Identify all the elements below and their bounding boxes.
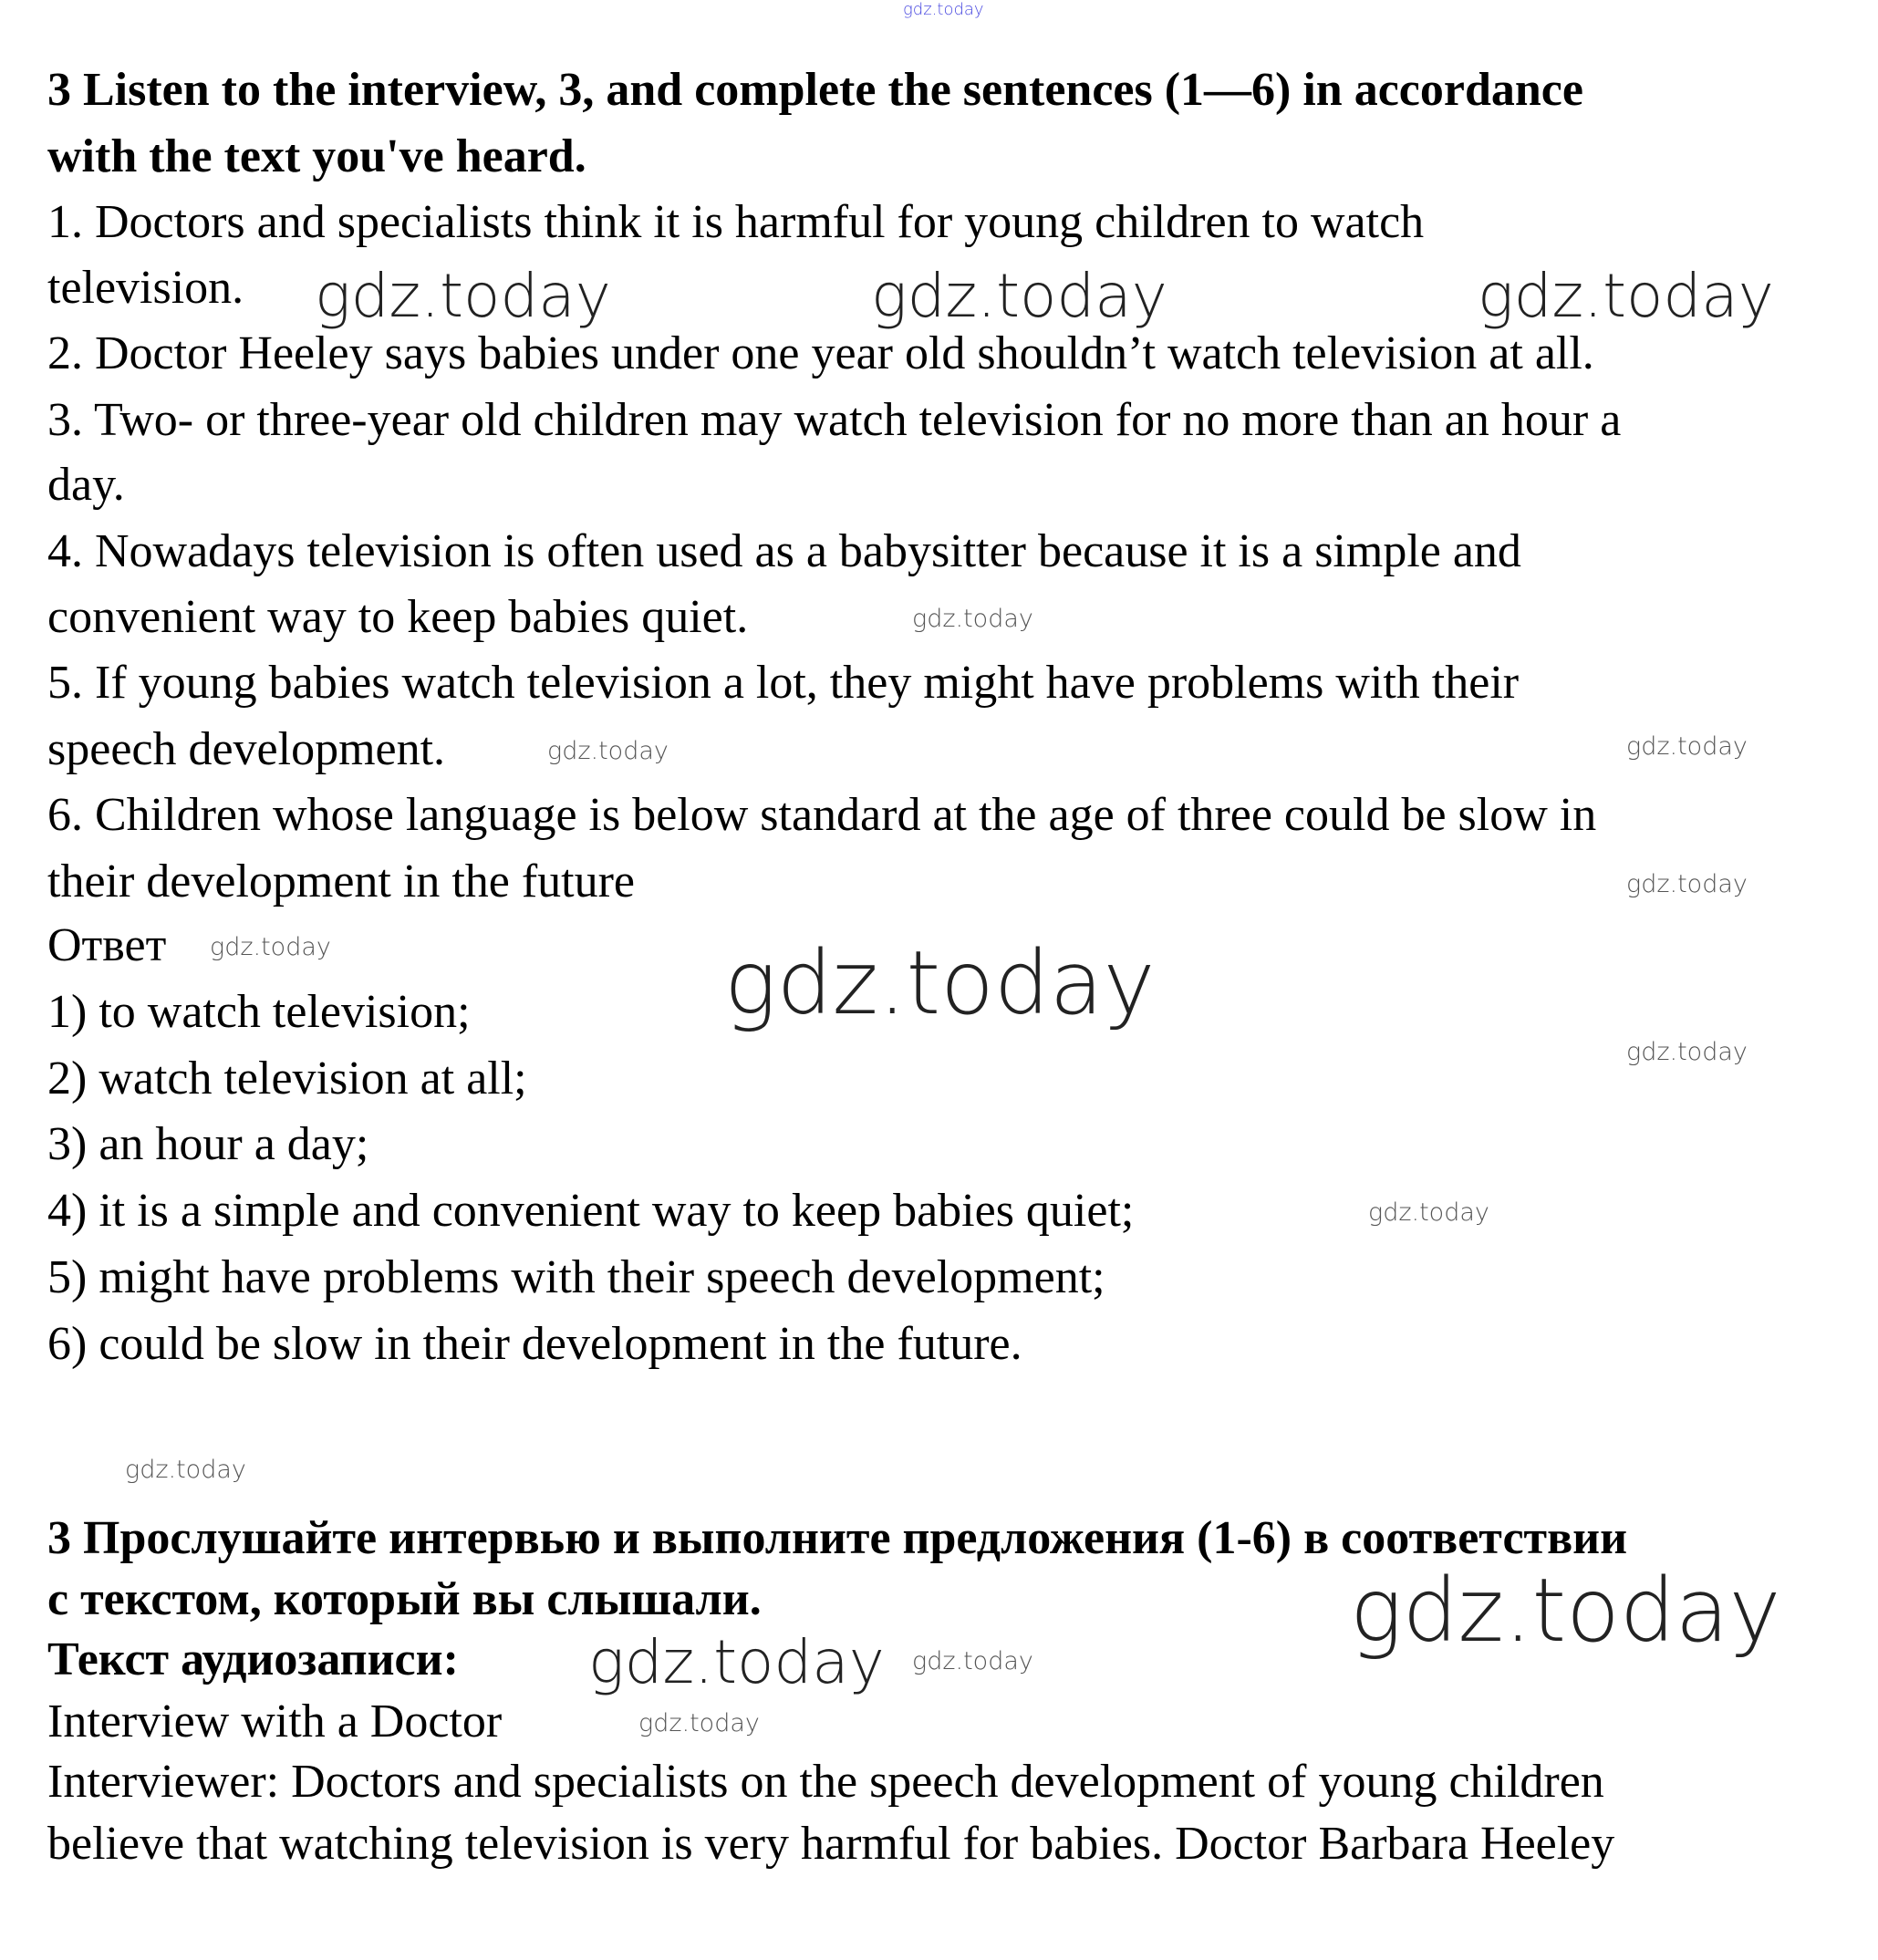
sentence-line: 2. Doctor Heeley says babies under one year old shouldn’t watch television at all. [47, 327, 1594, 379]
watermark: gdz.today [1368, 1198, 1489, 1227]
sentence-line: day. [47, 459, 125, 511]
watermark: gdz.today [1350, 1560, 1781, 1662]
watermark: gdz.today [638, 1709, 760, 1737]
answer-item: 4) it is a simple and convenient way to keep babies quiet; [47, 1185, 1135, 1237]
watermark: gdz.today [912, 1647, 1033, 1675]
answer-label: Ответ [47, 919, 167, 971]
watermark: gdz.today [1626, 732, 1748, 761]
watermark: gdz.today [1626, 870, 1748, 898]
task-title-ru: с текстом, который вы слышали. [47, 1573, 762, 1625]
watermark: gdz.today [210, 933, 331, 961]
sentence-line: convenient way to keep babies quiet. [47, 591, 749, 643]
transcript-label: Текст аудиозаписи: [47, 1633, 459, 1685]
answer-item: 1) to watch television; [47, 986, 471, 1038]
transcript-line: believe that watching television is very harmful for babies. Doctor Barbara Heeley [47, 1818, 1615, 1870]
task-title: with the text you've heard. [47, 130, 586, 182]
transcript-line: Interviewer: Doctors and specialists on the speech development of young children [47, 1756, 1604, 1808]
sentence-line: their development in the future [47, 856, 636, 907]
sentence-line: television. [47, 262, 244, 314]
sentence-line: 5. If young babies watch television a lot, they might have problems with their [47, 657, 1520, 709]
answer-item: 3) an hour a day; [47, 1118, 369, 1170]
sentence-line: 6. Children whose language is below standard at the age of three could be slow in [47, 789, 1597, 841]
answer-item: 2) watch television at all; [47, 1053, 527, 1104]
watermark: gdz.today [871, 261, 1167, 331]
watermark: gdz.today [547, 737, 669, 765]
watermark: gdz.today [1626, 1038, 1748, 1066]
transcript-line: Interview with a Doctor [47, 1696, 503, 1747]
watermark: gdz.today [125, 1456, 246, 1484]
answer-item: 6) could be slow in their development in the future. [47, 1318, 1022, 1370]
sentence-line: speech development. [47, 723, 446, 775]
watermark: gdz.today [724, 932, 1156, 1034]
watermark: gdz.today [903, 0, 984, 19]
sentence-line: 1. Doctors and specialists think it is harmful for young children to watch [47, 196, 1425, 248]
answer-item: 5) might have problems with their speech development; [47, 1251, 1105, 1303]
sentence-line: 3. Two- or three-year old children may watch television for no more than an hour a [47, 394, 1622, 446]
watermark: gdz.today [588, 1627, 885, 1697]
watermark: gdz.today [1478, 261, 1774, 331]
watermark: gdz.today [315, 261, 611, 331]
sentence-line: 4. Nowadays television is often used as a babysitter because it is a simple and [47, 525, 1521, 577]
task-title-ru: 3 Прослушайте интервью и выполните предложения (1-6) в соответствии [47, 1512, 1628, 1564]
task-title: 3 Listen to the interview, 3, and complete the sentences (1—6) in accordance [47, 64, 1583, 116]
watermark: gdz.today [912, 605, 1033, 633]
